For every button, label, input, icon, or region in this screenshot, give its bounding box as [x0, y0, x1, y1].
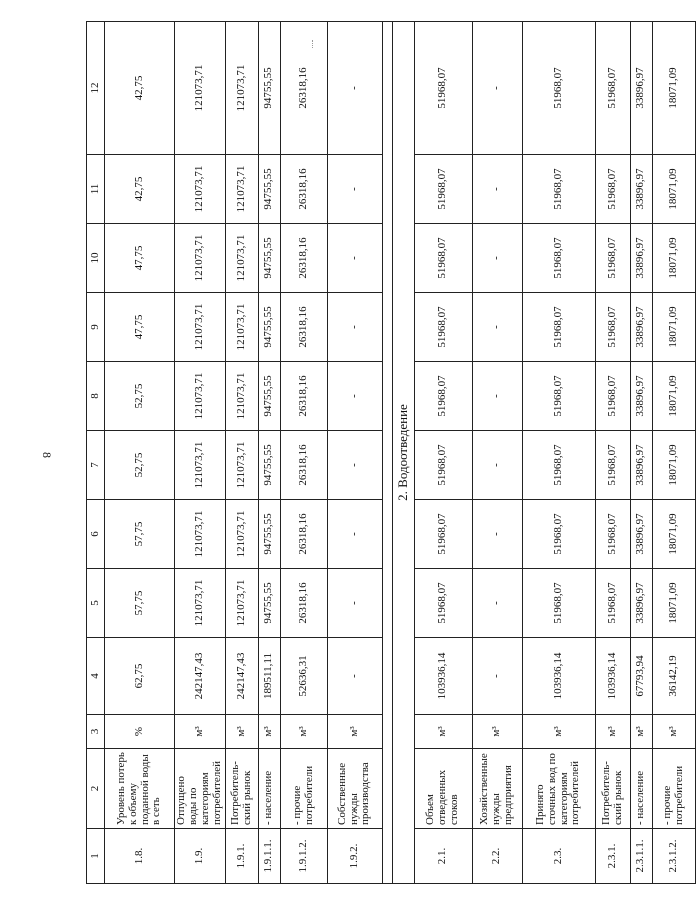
value-cell: 51968,07: [522, 22, 595, 155]
value-cell: 121073,71: [225, 431, 258, 500]
header-cell: 4: [87, 638, 105, 715]
value-cell: 121073,71: [225, 155, 258, 224]
value-cell: 33896,97: [630, 293, 652, 362]
row-name: Хозяйственные нужды предприятия: [472, 749, 522, 829]
row-unit: м³: [414, 715, 472, 749]
value-cell: 33896,97: [630, 155, 652, 224]
table-row: [105, 22, 175, 884]
value-cell: 51968,07: [595, 22, 630, 155]
value-cell: 26318,16: [280, 569, 327, 638]
row-unit: м³: [280, 715, 327, 749]
value-cell: 51968,07: [595, 224, 630, 293]
value-cell: 33896,97: [630, 224, 652, 293]
header-cell: 1: [87, 829, 105, 884]
value-cell: 94755,55: [258, 362, 280, 431]
header-cell: 2: [87, 749, 105, 829]
value-cell: 121073,71: [175, 431, 226, 500]
table-row: [522, 22, 595, 884]
row-number: 1.9.: [175, 829, 226, 884]
value-cell: 103936,14: [595, 638, 630, 715]
data-table: [86, 21, 696, 884]
value-cell: 51968,07: [522, 431, 595, 500]
row-name: Потребитель-ский рынок: [225, 749, 258, 829]
value-cell: -: [327, 224, 382, 293]
value-cell: 18071,09: [652, 500, 695, 569]
value-cell: 26318,16: [280, 362, 327, 431]
value-cell: 94755,55: [258, 500, 280, 569]
value-cell: 189511,11: [258, 638, 280, 715]
value-cell: -: [472, 431, 522, 500]
row-number: 2.1.: [414, 829, 472, 884]
value-cell: 51968,07: [414, 431, 472, 500]
table-row: [258, 22, 280, 884]
header-cell: 10: [87, 224, 105, 293]
row-unit: м³: [630, 715, 652, 749]
value-cell: 121073,71: [175, 224, 226, 293]
value-cell: -: [327, 500, 382, 569]
header-cell: 12: [87, 22, 105, 155]
row-number: 2.3.1.2.: [652, 829, 695, 884]
row-number: 1.9.2.: [327, 829, 382, 884]
value-cell: 26318,16: [280, 293, 327, 362]
value-cell: 26318,16: [280, 22, 327, 155]
value-cell: 51968,07: [522, 293, 595, 362]
value-cell: 18071,09: [652, 431, 695, 500]
value-cell: 103936,14: [522, 638, 595, 715]
value-cell: -: [327, 569, 382, 638]
value-cell: 121073,71: [225, 22, 258, 155]
value-cell: 26318,16: [280, 431, 327, 500]
value-cell: 18071,09: [652, 569, 695, 638]
value-cell: 94755,55: [258, 224, 280, 293]
value-cell: 121073,71: [225, 500, 258, 569]
header-cell: 6: [87, 500, 105, 569]
row-name: Объем отведенных стоков: [414, 749, 472, 829]
row-name: Принято сточных вод по категориям потребителей: [522, 749, 595, 829]
value-cell: 121073,71: [175, 362, 226, 431]
value-cell: -: [327, 22, 382, 155]
value-cell: 51968,07: [595, 569, 630, 638]
value-cell: -: [472, 638, 522, 715]
value-cell: -: [327, 431, 382, 500]
value-cell: 51968,07: [522, 569, 595, 638]
value-cell: -: [472, 362, 522, 431]
value-cell: 51968,07: [595, 500, 630, 569]
value-cell: 18071,09: [652, 224, 695, 293]
table-row: [652, 22, 695, 884]
spacer: [382, 22, 392, 884]
row-name: Уровень потерь к объему поданной воды в сеть: [105, 749, 175, 829]
value-cell: 47,75: [105, 293, 175, 362]
rotated-page: [86, 22, 685, 884]
table-row: [414, 22, 472, 884]
row-name: Собственные нужды производства: [327, 749, 382, 829]
header-cell: 5: [87, 569, 105, 638]
value-cell: 121073,71: [175, 500, 226, 569]
value-cell: 51968,07: [522, 500, 595, 569]
value-cell: -: [472, 22, 522, 155]
value-cell: 51968,07: [522, 155, 595, 224]
value-cell: 33896,97: [630, 362, 652, 431]
value-cell: 52636,31: [280, 638, 327, 715]
value-cell: 51968,07: [414, 155, 472, 224]
value-cell: 26318,16: [280, 155, 327, 224]
value-cell: 94755,55: [258, 155, 280, 224]
value-cell: -: [327, 155, 382, 224]
row-number: 2.3.: [522, 829, 595, 884]
row-name: - прочие потребители: [280, 749, 327, 829]
table-row: [280, 22, 327, 884]
row-name: Потребитель-ский рынок: [595, 749, 630, 829]
table-row: [225, 22, 258, 884]
value-cell: 51968,07: [595, 362, 630, 431]
table-row: [630, 22, 652, 884]
row-number: 2.2.: [472, 829, 522, 884]
value-cell: 33896,97: [630, 22, 652, 155]
value-cell: 94755,55: [258, 431, 280, 500]
value-cell: 42,75: [105, 22, 175, 155]
value-cell: 121073,71: [175, 569, 226, 638]
value-cell: 51968,07: [595, 155, 630, 224]
value-cell: 121073,71: [225, 224, 258, 293]
row-unit: м³: [472, 715, 522, 749]
value-cell: 18071,09: [652, 155, 695, 224]
row-number: 2.3.1.: [595, 829, 630, 884]
value-cell: -: [472, 569, 522, 638]
value-cell: 57,75: [105, 569, 175, 638]
row-name: - население: [258, 749, 280, 829]
row-number: 2.3.1.1.: [630, 829, 652, 884]
value-cell: 62,75: [105, 638, 175, 715]
header-cell: 11: [87, 155, 105, 224]
value-cell: 52,75: [105, 362, 175, 431]
value-cell: 51968,07: [414, 224, 472, 293]
header-cell: 3: [87, 715, 105, 749]
table-row: [175, 22, 226, 884]
row-unit: м³: [595, 715, 630, 749]
value-cell: 18071,09: [652, 293, 695, 362]
value-cell: 42,75: [105, 155, 175, 224]
value-cell: -: [327, 362, 382, 431]
value-cell: 51968,07: [414, 500, 472, 569]
row-unit: м³: [258, 715, 280, 749]
value-cell: 57,75: [105, 500, 175, 569]
value-cell: 51968,07: [595, 293, 630, 362]
value-cell: 51968,07: [522, 224, 595, 293]
value-cell: 51968,07: [522, 362, 595, 431]
value-cell: -: [327, 293, 382, 362]
row-unit: м³: [652, 715, 695, 749]
value-cell: 121073,71: [175, 22, 226, 155]
table-row: [472, 22, 522, 884]
value-cell: 18071,09: [652, 22, 695, 155]
value-cell: 94755,55: [258, 22, 280, 155]
value-cell: -: [327, 638, 382, 715]
value-cell: 47,75: [105, 224, 175, 293]
value-cell: 51968,07: [414, 293, 472, 362]
value-cell: -: [472, 224, 522, 293]
value-cell: 18071,09: [652, 362, 695, 431]
table-row: [595, 22, 630, 884]
row-name: - население: [630, 749, 652, 829]
value-cell: 121073,71: [225, 362, 258, 431]
value-cell: 36142,19: [652, 638, 695, 715]
row-number: 1.9.1.: [225, 829, 258, 884]
row-unit: м³: [225, 715, 258, 749]
value-cell: 52,75: [105, 431, 175, 500]
section-title-row: [392, 22, 414, 884]
row-number: 1.9.1.1.: [258, 829, 280, 884]
value-cell: 51968,07: [414, 22, 472, 155]
row-number: 1.9.1.2.: [280, 829, 327, 884]
page-number: 8: [40, 452, 54, 458]
row-unit: м³: [175, 715, 226, 749]
value-cell: 67793,94: [630, 638, 652, 715]
value-cell: 121073,71: [175, 293, 226, 362]
value-cell: 51968,07: [414, 569, 472, 638]
section-title: 2. Водоотведение: [392, 22, 414, 884]
value-cell: 121073,71: [225, 293, 258, 362]
value-cell: 26318,16: [280, 224, 327, 293]
row-unit: м³: [327, 715, 382, 749]
row-number: 1.8.: [105, 829, 175, 884]
value-cell: 94755,55: [258, 569, 280, 638]
value-cell: 121073,71: [175, 155, 226, 224]
value-cell: -: [472, 293, 522, 362]
value-cell: 103936,14: [414, 638, 472, 715]
header-cell: 7: [87, 431, 105, 500]
value-cell: 242147,43: [225, 638, 258, 715]
row-name: - прочие потребители: [652, 749, 695, 829]
value-cell: 51968,07: [595, 431, 630, 500]
value-cell: 94755,55: [258, 293, 280, 362]
section-gap: [382, 22, 392, 884]
row-unit: %: [105, 715, 175, 749]
value-cell: 121073,71: [225, 569, 258, 638]
value-cell: 51968,07: [414, 362, 472, 431]
value-cell: -: [472, 155, 522, 224]
header-cell: 8: [87, 362, 105, 431]
value-cell: 26318,16: [280, 500, 327, 569]
value-cell: 33896,97: [630, 431, 652, 500]
value-cell: 33896,97: [630, 500, 652, 569]
header-row: [87, 22, 105, 884]
value-cell: -: [472, 500, 522, 569]
header-cell: 9: [87, 293, 105, 362]
value-cell: 242147,43: [175, 638, 226, 715]
row-name: Отпущено воды по категориям потребителей: [175, 749, 226, 829]
row-unit: м³: [522, 715, 595, 749]
value-cell: 33896,97: [630, 569, 652, 638]
table-row: [327, 22, 382, 884]
